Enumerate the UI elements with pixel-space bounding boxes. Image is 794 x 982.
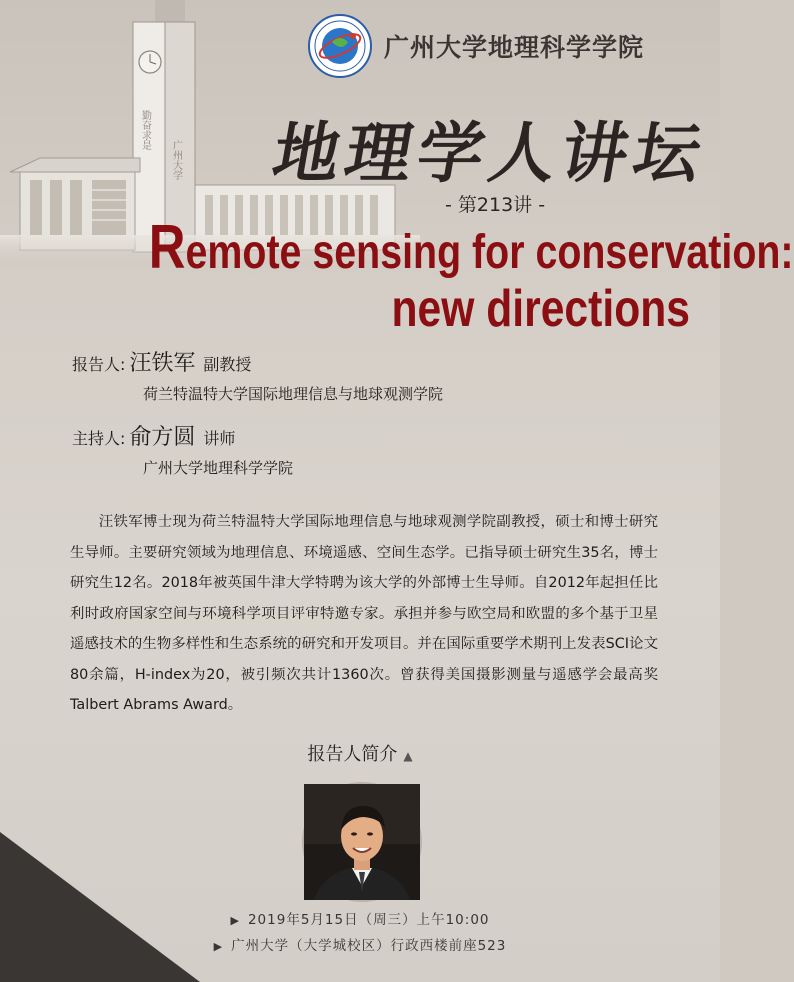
speaker-role: 报告人: bbox=[72, 355, 126, 374]
speaker-affiliation: 荷兰特温特大学国际地理信息与地球观测学院 bbox=[143, 385, 444, 403]
lecture-number: - 第213讲 - bbox=[445, 194, 546, 216]
event-location bbox=[0, 934, 720, 954]
talk-title-line1 bbox=[148, 213, 794, 282]
talk-title bbox=[148, 213, 794, 338]
school-name: 广州大学地理科学学院 bbox=[384, 33, 645, 62]
talk-title-line2: new directions bbox=[391, 280, 690, 338]
speaker-block bbox=[72, 346, 443, 404]
event-datetime bbox=[0, 908, 720, 928]
host-title: 讲师 bbox=[203, 429, 236, 448]
host-name: 俞方圆 bbox=[129, 425, 196, 450]
host-block bbox=[72, 420, 293, 478]
speaker-photo bbox=[302, 782, 422, 902]
corner-decoration bbox=[0, 832, 200, 982]
speaker-portrait bbox=[304, 784, 420, 900]
speaker-name: 汪铁军 bbox=[129, 351, 196, 376]
talk-title-line1-text: emote sensing for conservation: bbox=[185, 226, 794, 279]
event-datetime-text: 2019年5月15日（周三）上午10:00 bbox=[247, 912, 490, 928]
host-role: 主持人: bbox=[72, 429, 126, 448]
speaker-title: 副教授 bbox=[203, 355, 252, 374]
triangle-up-icon: ▲ bbox=[403, 749, 413, 763]
svg-text:勤奋求是: 勤奋求是 bbox=[139, 110, 151, 150]
event-location-text: 广州大学（大学城校区）行政西楼前座523 bbox=[231, 938, 507, 954]
talk-title-initial: R bbox=[148, 213, 186, 282]
play-arrow-icon: ▶ bbox=[230, 914, 240, 927]
bio-caption-text: 报告人简介 bbox=[307, 744, 398, 765]
forum-title: 地理学人讲坛 bbox=[267, 114, 713, 192]
speaker-bio: 汪铁军博士现为荷兰特温特大学国际地理信息与地球观测学院副教授，硕士和博士研究生导师。主要研究领域为地理信息、环境遥感、空间生态学。已指导硕士研究生35名，博士研究生12名。2018年被英国牛津大学特聘为该大学的外部博士生导师。自2012年起担任比利时政府国家空间与环境科学项目评审特邀专家。承担并参与欧空局和欧盟的多个基于卫星遥感技术的生物多样性和生态系统的研究和开发项目。并在国际重要学术期刊上发表SCI论文80余篇，H-index为20，被引频次共计1360次。曾获得美国摄影测量与遥感学会最高奖Talbert Abrams Award。 bbox=[70, 514, 658, 713]
school-logo bbox=[308, 14, 372, 78]
svg-text:广州大学: 广州大学 bbox=[170, 140, 182, 180]
play-arrow-icon: ▶ bbox=[213, 940, 224, 953]
host-affiliation: 广州大学地理科学学院 bbox=[143, 459, 294, 477]
bio-caption bbox=[0, 740, 720, 766]
